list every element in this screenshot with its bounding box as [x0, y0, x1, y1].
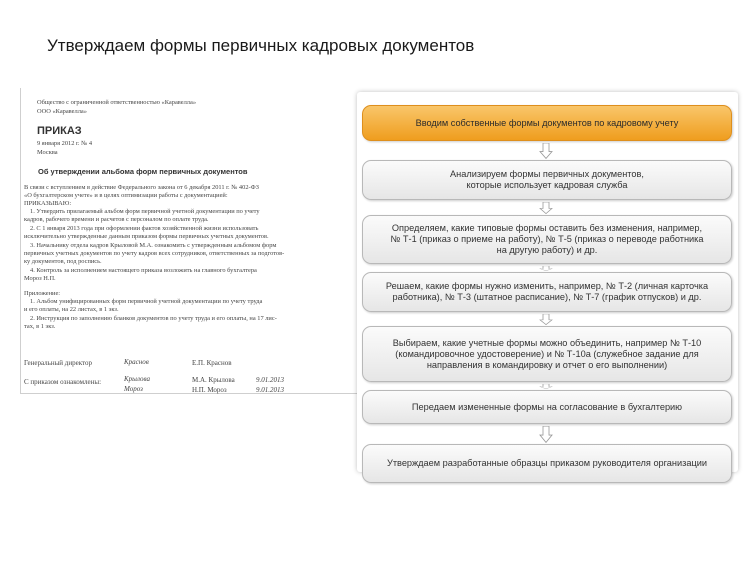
acquainted-label: С приказом ознакомлены: — [24, 378, 102, 386]
order-body-line: кадров, рабочего времени и расчетов с персоналом по оплате труда. — [24, 216, 209, 223]
acquainted-signature: Крылова — [124, 375, 151, 383]
down-arrow-icon — [539, 143, 553, 159]
flow-step-text: Выбираем, какие учетные формы можно объединить, например № Т-10 — [392, 337, 702, 348]
down-arrow-icon — [539, 426, 553, 443]
order-body-line: 1. Альбом унифицированных форм первичной учетной документации по учету труда — [30, 298, 263, 305]
flow-step-box — [362, 326, 732, 382]
acquainted-name: М.А. Крылова — [192, 376, 235, 384]
flow-step-box — [362, 215, 732, 264]
order-heading: Об утверждении альбома форм первичных документов — [38, 167, 248, 176]
order-body-line: первичных учетных документов по учету кадров всех сотрудников, ответственных за подготов- — [24, 250, 285, 257]
director-label: Генеральный директор — [24, 359, 92, 367]
flow-step-box — [362, 160, 732, 200]
flow-step-text: Анализируем формы первичных документов, — [450, 169, 644, 179]
down-arrow-icon — [539, 202, 553, 214]
director-signature: Краснов — [124, 358, 149, 366]
order-body-line: ку документов, под роспись. — [24, 258, 102, 265]
flow-step-text: Вводим собственные формы документов по кадровому учету — [415, 117, 679, 128]
company-full-name: Общество с ограниченной ответственностью «Каравелла» — [37, 99, 197, 106]
order-title: ПРИКАЗ — [37, 125, 82, 137]
order-city: Москва — [37, 149, 58, 156]
order-body-line: исключительно утвержденные данным приказом формы первичных учетных документов. — [24, 233, 269, 240]
flow-step-text: работника), № Т-3 (штатное расписание), № Т-7 (график отпусков) и др. — [392, 292, 702, 302]
acquainted-signature: Мороз — [124, 385, 143, 393]
order-body-line: 4. Контроль за исполнением настоящего приказа возложить на главного бухгалтера — [30, 267, 257, 274]
order-body-line: тах, в 1 экз. — [24, 323, 56, 330]
flow-step-text: № Т-1 (приказ о приеме на работу), № Т-5 (приказ о переводе работника — [390, 234, 704, 244]
flow-step-text: Передаем измененные формы на согласование в бухгалтерию — [411, 401, 683, 412]
order-body-line: ПРИКАЗЫВАЮ: — [24, 200, 72, 207]
flow-step-box — [362, 444, 732, 483]
flow-step-text: на другую работу) и др. — [496, 245, 598, 255]
order-body-line: 1. Утвердить прилагаемый альбом форм первичной учетной документации по учету — [30, 208, 260, 215]
order-body-line: и его оплаты, на 22 листах, в 1 экз. — [24, 306, 119, 313]
director-name: Е.П. Краснов — [192, 359, 232, 367]
flowchart-panel — [357, 92, 738, 472]
order-document — [20, 88, 365, 394]
order-body-line: «О бухгалтерском учете» и в целях оптимизации работы с документацией: — [24, 192, 228, 199]
slide-title: Утверждаем формы первичных кадровых документов — [47, 36, 475, 55]
order-body-line: 3. Начальнику отдела кадров Крыловой М.А. ознакомить с утвержденным альбомом форм — [30, 242, 277, 249]
acquainted-date: 9.01.2013 — [256, 386, 284, 394]
order-body-line: 2. Инструкция по заполнению бланков документов по учету труда и его оплаты, на 17 лис- — [30, 315, 277, 322]
flow-step-box — [362, 390, 732, 424]
acquainted-name: Н.П. Мороз — [192, 386, 227, 394]
flow-step-box — [362, 105, 732, 141]
down-arrow-icon — [539, 314, 553, 325]
down-arrow-icon — [539, 266, 553, 271]
flow-step-text: Определяем, какие типовые формы оставить без изменения, например, — [391, 223, 703, 233]
flow-step-text: Утверждаем разработанные образцы приказом руководителя организации — [387, 458, 707, 468]
flow-step-box — [362, 272, 732, 312]
acquainted-date: 9.01.2013 — [256, 376, 284, 384]
order-body-line: 2. С 1 января 2013 года при оформлении фактов хозяйственной жизни использовать — [30, 225, 259, 232]
flow-step-text: Решаем, какие формы нужно изменить, например, № Т-2 (личная карточка — [385, 281, 709, 291]
company-short-name: ООО «Каравелла» — [37, 108, 87, 115]
flow-step-text: (командировочное удостоверение) и № Т-10а (служебное задание для — [395, 348, 699, 359]
flow-step-text: направления в командировку и отчет о его выполнении) — [426, 359, 668, 370]
order-body-line: В связи с вступлением в действие Федерального закона от 6 декабря 2011 г. № 402-ФЗ — [24, 184, 259, 191]
order-body-line: Приложение: — [24, 290, 61, 297]
flow-step-text: которые использует кадровая служба — [466, 180, 628, 190]
down-arrow-icon — [539, 384, 553, 389]
order-body-line: Мороз Н.П. — [24, 275, 56, 282]
order-date-number: 9 января 2012 г. № 4 — [37, 140, 93, 147]
